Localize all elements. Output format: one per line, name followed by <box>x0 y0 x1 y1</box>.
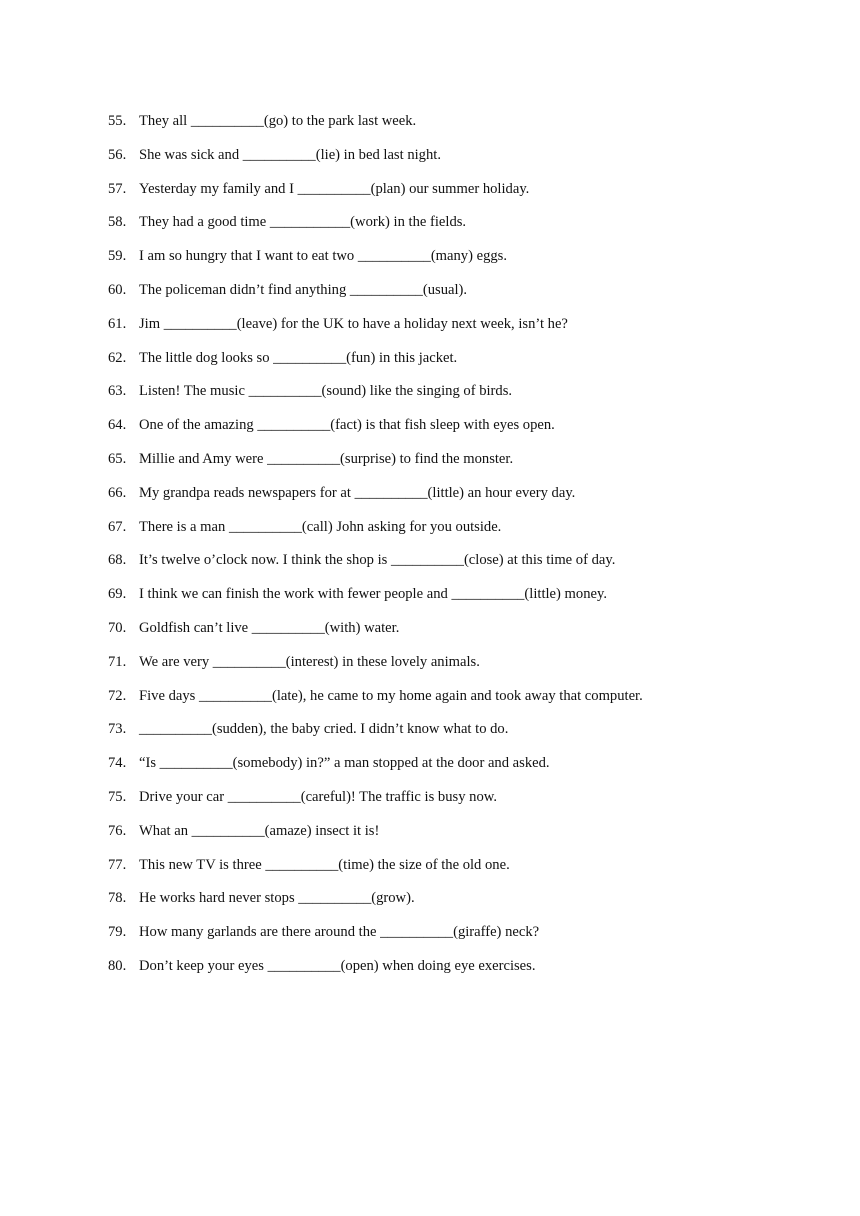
question-number: 73. <box>108 721 127 738</box>
question-item <box>108 145 808 179</box>
question-text: There is a man __________(call) John asking for you outside. <box>139 518 502 535</box>
question-number: 75. <box>108 788 127 805</box>
question-number: 79. <box>108 924 127 941</box>
question-number: 60. <box>108 281 127 298</box>
question-text: It’s twelve o’clock now. I think the shop is __________(close) at this time of day. <box>139 552 616 569</box>
question-text: They had a good time ___________(work) in the fields. <box>139 214 467 231</box>
question-item <box>108 821 808 855</box>
question-text: Don’t keep your eyes __________(open) when doing eye exercises. <box>139 957 536 974</box>
question-item <box>108 855 808 889</box>
question-text: Jim __________(leave) for the UK to have a holiday next week, isn’t he? <box>139 315 568 332</box>
question-item <box>108 314 808 348</box>
question-number: 62. <box>108 349 127 366</box>
question-text: “Is __________(somebody) in?” a man stopped at the door and asked. <box>139 755 550 772</box>
question-number: 56. <box>108 146 127 163</box>
question-item <box>108 449 808 483</box>
question-item <box>108 652 808 686</box>
question-number: 61. <box>108 315 127 332</box>
question-item <box>108 753 808 787</box>
question-number: 57. <box>108 180 127 197</box>
question-item <box>108 415 808 449</box>
question-number: 58. <box>108 214 127 231</box>
question-text: Listen! The music __________(sound) like the singing of birds. <box>139 383 513 400</box>
question-number: 80. <box>108 957 127 974</box>
question-text: She was sick and __________(lie) in bed last night. <box>139 146 441 163</box>
question-text: My grandpa reads newspapers for at __________(little) an hour every day. <box>139 484 576 501</box>
question-item <box>108 111 808 145</box>
question-text: The policeman didn’t find anything __________(usual). <box>139 281 468 298</box>
question-number: 76. <box>108 822 127 839</box>
question-number: 65. <box>108 450 127 467</box>
question-item <box>108 212 808 246</box>
question-item <box>108 888 808 922</box>
question-number: 70. <box>108 619 127 636</box>
question-item <box>108 348 808 382</box>
question-text: I think we can finish the work with fewer people and __________(little) money. <box>139 586 607 603</box>
question-text: Five days __________(late), he came to my home again and took away that computer. <box>139 687 643 704</box>
question-text: Drive your car __________(careful)! The traffic is busy now. <box>139 788 497 805</box>
question-number: 72. <box>108 687 127 704</box>
question-item <box>108 246 808 280</box>
question-item <box>108 550 808 584</box>
question-number: 64. <box>108 417 127 434</box>
question-number: 68. <box>108 552 127 569</box>
question-text: Yesterday my family and I __________(plan) our summer holiday. <box>139 180 530 197</box>
question-item <box>108 179 808 213</box>
question-item <box>108 787 808 821</box>
question-item <box>108 483 808 517</box>
question-text: __________(sudden), the baby cried. I didn’t know what to do. <box>139 721 509 738</box>
question-item <box>108 686 808 720</box>
question-text: I am so hungry that I want to eat two __________(many) eggs. <box>139 248 508 265</box>
question-number: 74. <box>108 755 127 772</box>
question-text: Millie and Amy were __________(surprise) to find the monster. <box>139 450 514 467</box>
question-number: 71. <box>108 653 127 670</box>
question-item <box>108 956 808 990</box>
question-item <box>108 719 808 753</box>
question-text: This new TV is three __________(time) the size of the old one. <box>139 856 510 873</box>
question-number: 66. <box>108 484 127 501</box>
question-text: We are very __________(interest) in these lovely animals. <box>139 653 480 670</box>
question-text: Goldfish can’t live __________(with) water. <box>139 619 400 636</box>
question-item <box>108 922 808 956</box>
question-number: 69. <box>108 586 127 603</box>
question-number: 77. <box>108 856 127 873</box>
question-number: 78. <box>108 890 127 907</box>
question-text: What an __________(amaze) insect it is! <box>139 822 380 839</box>
question-text: They all __________(go) to the park last week. <box>139 113 417 129</box>
question-item <box>108 381 808 415</box>
question-number: 59. <box>108 248 127 265</box>
question-number: 67. <box>108 518 127 535</box>
question-item <box>108 618 808 652</box>
question-item <box>108 584 808 618</box>
question-text: How many garlands are there around the __________(giraffe) neck? <box>139 924 540 941</box>
question-text: The little dog looks so __________(fun) in this jacket. <box>139 349 458 366</box>
question-item <box>108 517 808 551</box>
question-item <box>108 280 808 314</box>
question-number: 55. <box>108 113 127 129</box>
question-text: He works hard never stops __________(grow). <box>139 890 415 907</box>
question-list <box>108 111 808 990</box>
question-number: 63. <box>108 383 127 400</box>
question-text: One of the amazing __________(fact) is that fish sleep with eyes open. <box>139 417 555 434</box>
